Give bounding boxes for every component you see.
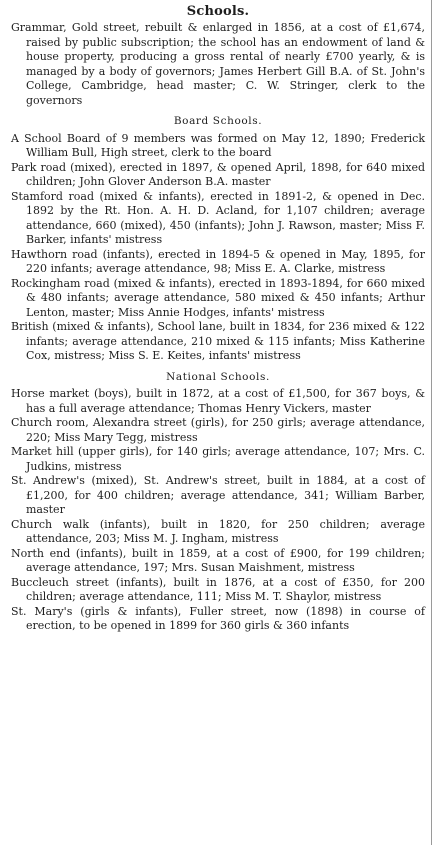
board-schools-heading: Board Schools. [173,115,263,127]
national-entry-church-walk: Church walk (infants), built in 1820, for 250 children; average attendance, 203; Miss M. J. Ingham, mistress [11,517,425,545]
grammar-school-entry: Grammar, Gold street, rebuilt & enlarged in 1856, at a cost of £1,674, raised by public subscription; the school has an endowment of land & house property, producing a gross rental of nearly £700 yearly, & is managed by a body of governors; James Herbert Gill B.A. of St. John's College, Cambridge, head master; C. W. Stringer, clerk to the governors [11,21,425,107]
national-entry-st-marys: St. Mary's (girls & infants), Fuller street, now (1898) in course of erection, to be opened in 1899 for 360 girls & 360 infants [11,604,425,632]
page-title: Schools. [186,4,250,19]
board-entry-park-road: Park road (mixed), erected in 1897, & opened April, 1898, for 640 mixed children; John Glover Anderson B.A. master [11,160,425,188]
board-entry-british: British (mixed & infants), School lane, built in 1834, for 236 mixed & 122 infants; average attendance, 210 mixed & 115 infants; Miss Katherine Cox, mistress; Miss S. E. Keites, infants' mistress [11,320,425,362]
board-entry-rockingham-road: Rockingham road (mixed & infants), erected in 1893-1894, for 660 mixed & 480 infants; average attendance, 580 mixed & 450 infants; Arthur Lenton, master; Miss Annie Hodges, infants' mistress [11,276,425,319]
national-entry-st-andrews: St. Andrew's (mixed), St. Andrew's street, built in 1884, at a cost of £1,200, for 400 children; average attendance, 341; William Barber, master [11,474,425,516]
national-entry-north-end: North end (infants), built in 1859, at a cost of £900, for 199 children; average attendance, 197; Mrs. Susan Maishment, mistress [11,546,425,574]
national-entry-church-room: Church room, Alexandra street (girls), for 250 girls; average attendance, 220; Miss Mary Tegg, mistress [11,416,425,444]
board-entry-stamford-road: Stamford road (mixed & infants), erected in 1891-2, & opened in Dec. 1892 by the Rt. Hon. A. H. D. Acland, for 1,107 children; average attendance, 660 (mixed), 450 (infants); John J. Rawson, master; Miss F. Barker, infants' mistress [11,189,425,246]
board-entry-school-board: A School Board of 9 members was formed on May 12, 1890; Frederick William Bull, High street, clerk to the board [11,131,425,159]
column-rule [431,0,432,845]
national-entry-horse-market: Horse market (boys), built in 1872, at a cost of £1,500, for 367 boys, & has a full average attendance; Thomas Henry Vickers, master [11,387,425,415]
national-entry-market-hill: Market hill (upper girls), for 140 girls; average attendance, 107; Mrs. C. Judkins, mistress [11,445,425,473]
board-entry-hawthorn-road: Hawthorn road (infants), erected in 1894-5 & opened in May, 1895, for 220 infants; average attendance, 98; Miss E. A. Clarke, mistress [11,247,425,275]
national-entry-buccleuch-street: Buccleuch street (infants), built in 1876, at a cost of £350, for 200 children; average attendance, 111; Miss M. T. Shaylor, mistress [11,575,425,603]
national-schools-heading: National Schools. [166,370,270,383]
